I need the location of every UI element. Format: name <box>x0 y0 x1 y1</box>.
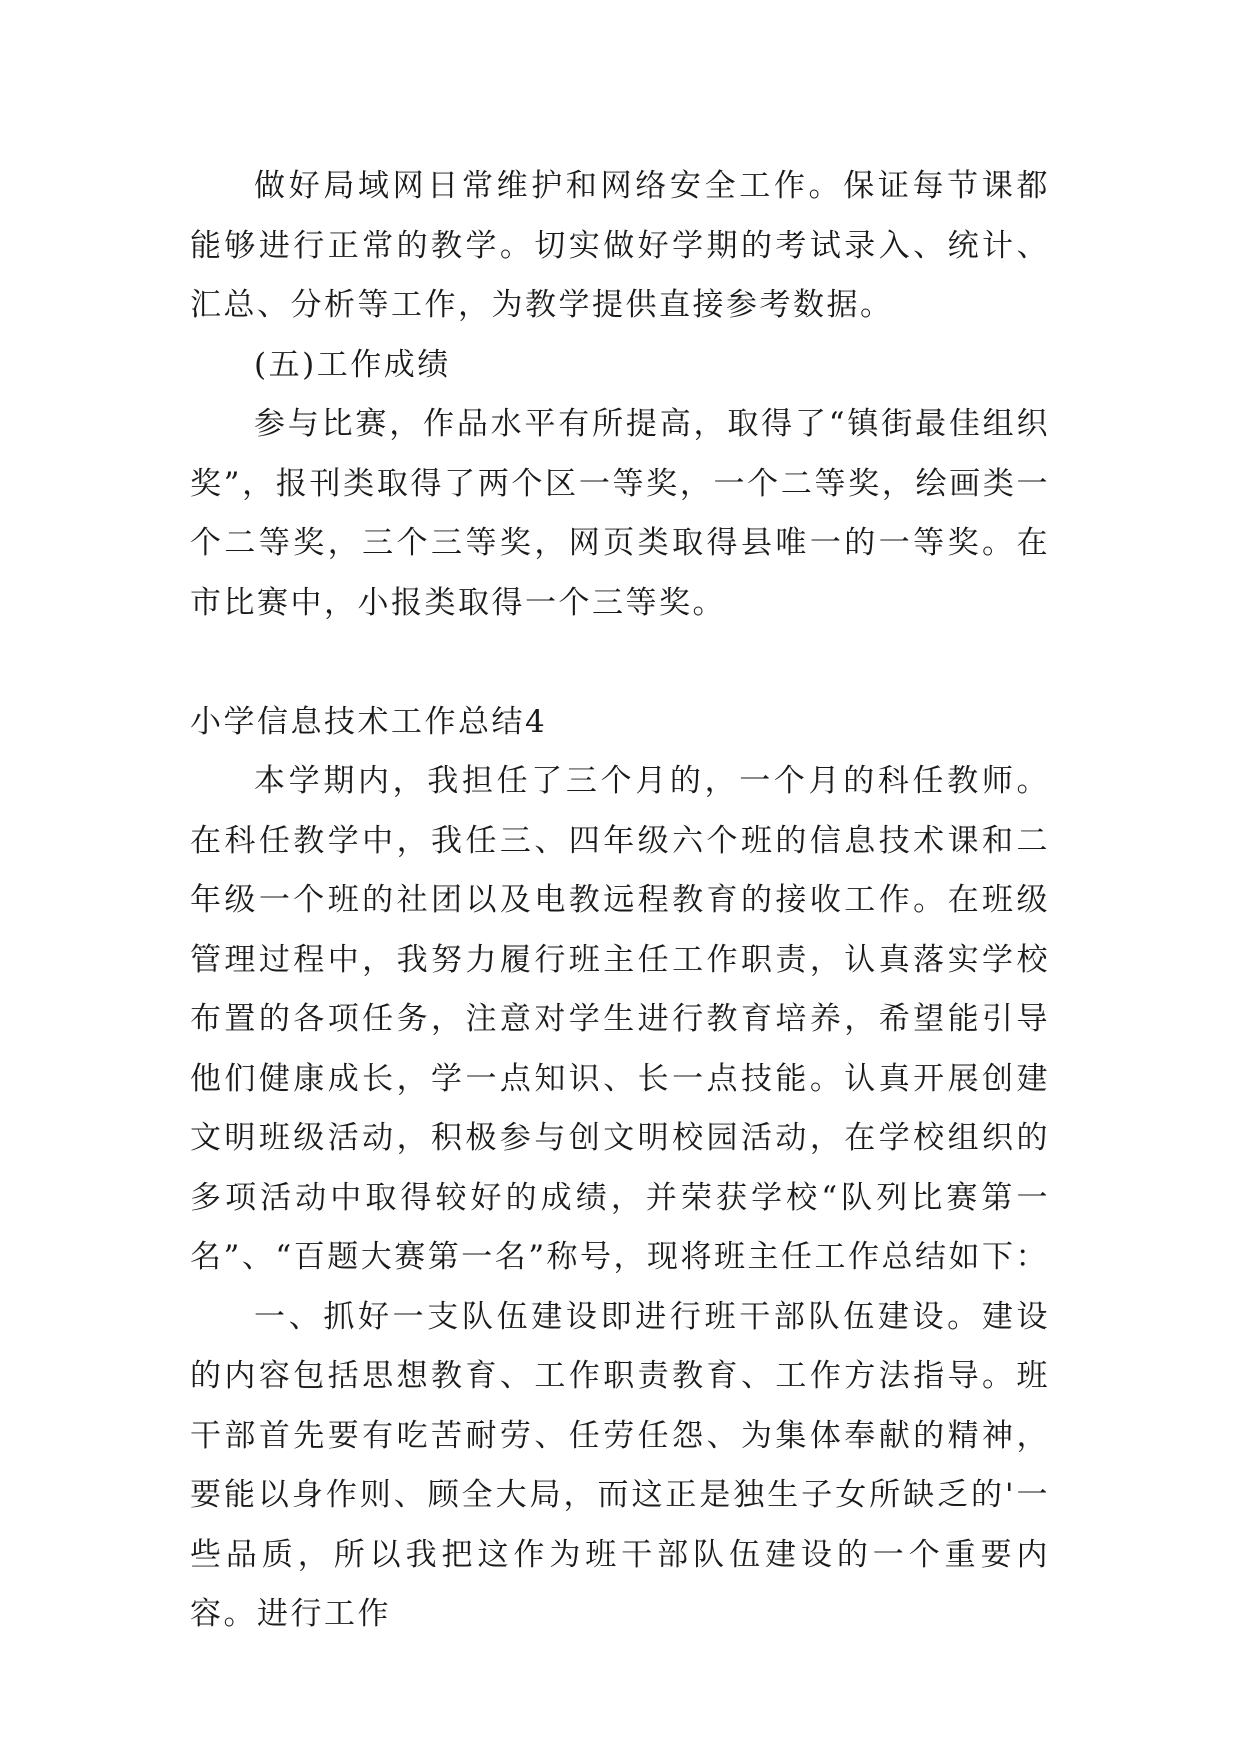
achievements-paragraph: 参与比赛，作品水平有所提高，取得了“镇街最佳组织奖”，报刊类取得了两个区一等奖，一个二等奖，绘画类一个二等奖，三个三等奖，网页类取得县唯一的一等奖。在市比赛中，小报类取得一个三等奖。 <box>190 406 1050 621</box>
section-title: 小学信息技术工作总结4 <box>190 703 548 740</box>
class-cadre-paragraph: 一、抓好一支队伍建设即进行班干部队伍建设。建设的内容包括思想教育、工作职责教育、工作方法指导。班干部首先要有吃苦耐劳、任劳任怨、为集体奉献的精神，要能以身作则、顾全大局，而这正是独生子女所缺乏的'一些品质，所以我把这作为班干部队伍建设的一个重要内容。进行工作 <box>190 1298 1050 1632</box>
network-maintenance-paragraph: 做好局域网日常维护和网络安全工作。保证每节课都能够进行正常的教学。切实做好学期的考试录入、统计、汇总、分析等工作，为教学提供直接参考数据。 <box>190 168 1050 323</box>
document-body <box>190 157 1050 1645</box>
work-achievements-heading: (五)工作成绩 <box>254 346 451 383</box>
semester-summary-paragraph: 本学期内，我担任了三个月的，一个月的科任教师。在科任教学中，我任三、四年级六个班的信息技术课和二年级一个班的社团以及电教远程教育的接收工作。在班级管理过程中，我努力履行班主任工作职责，认真落实学校布置的各项任务，注意对学生进行教育培养，希望能引导他们健康成长，学一点知识、长一点技能。认真开展创建文明班级活动，积极参与创文明校园活动，在学校组织的多项活动中取得较好的成绩，并荣获学校“队列比赛第一名”、“百题大赛第一名”称号，现将班主任工作总结如下： <box>190 763 1050 1275</box>
